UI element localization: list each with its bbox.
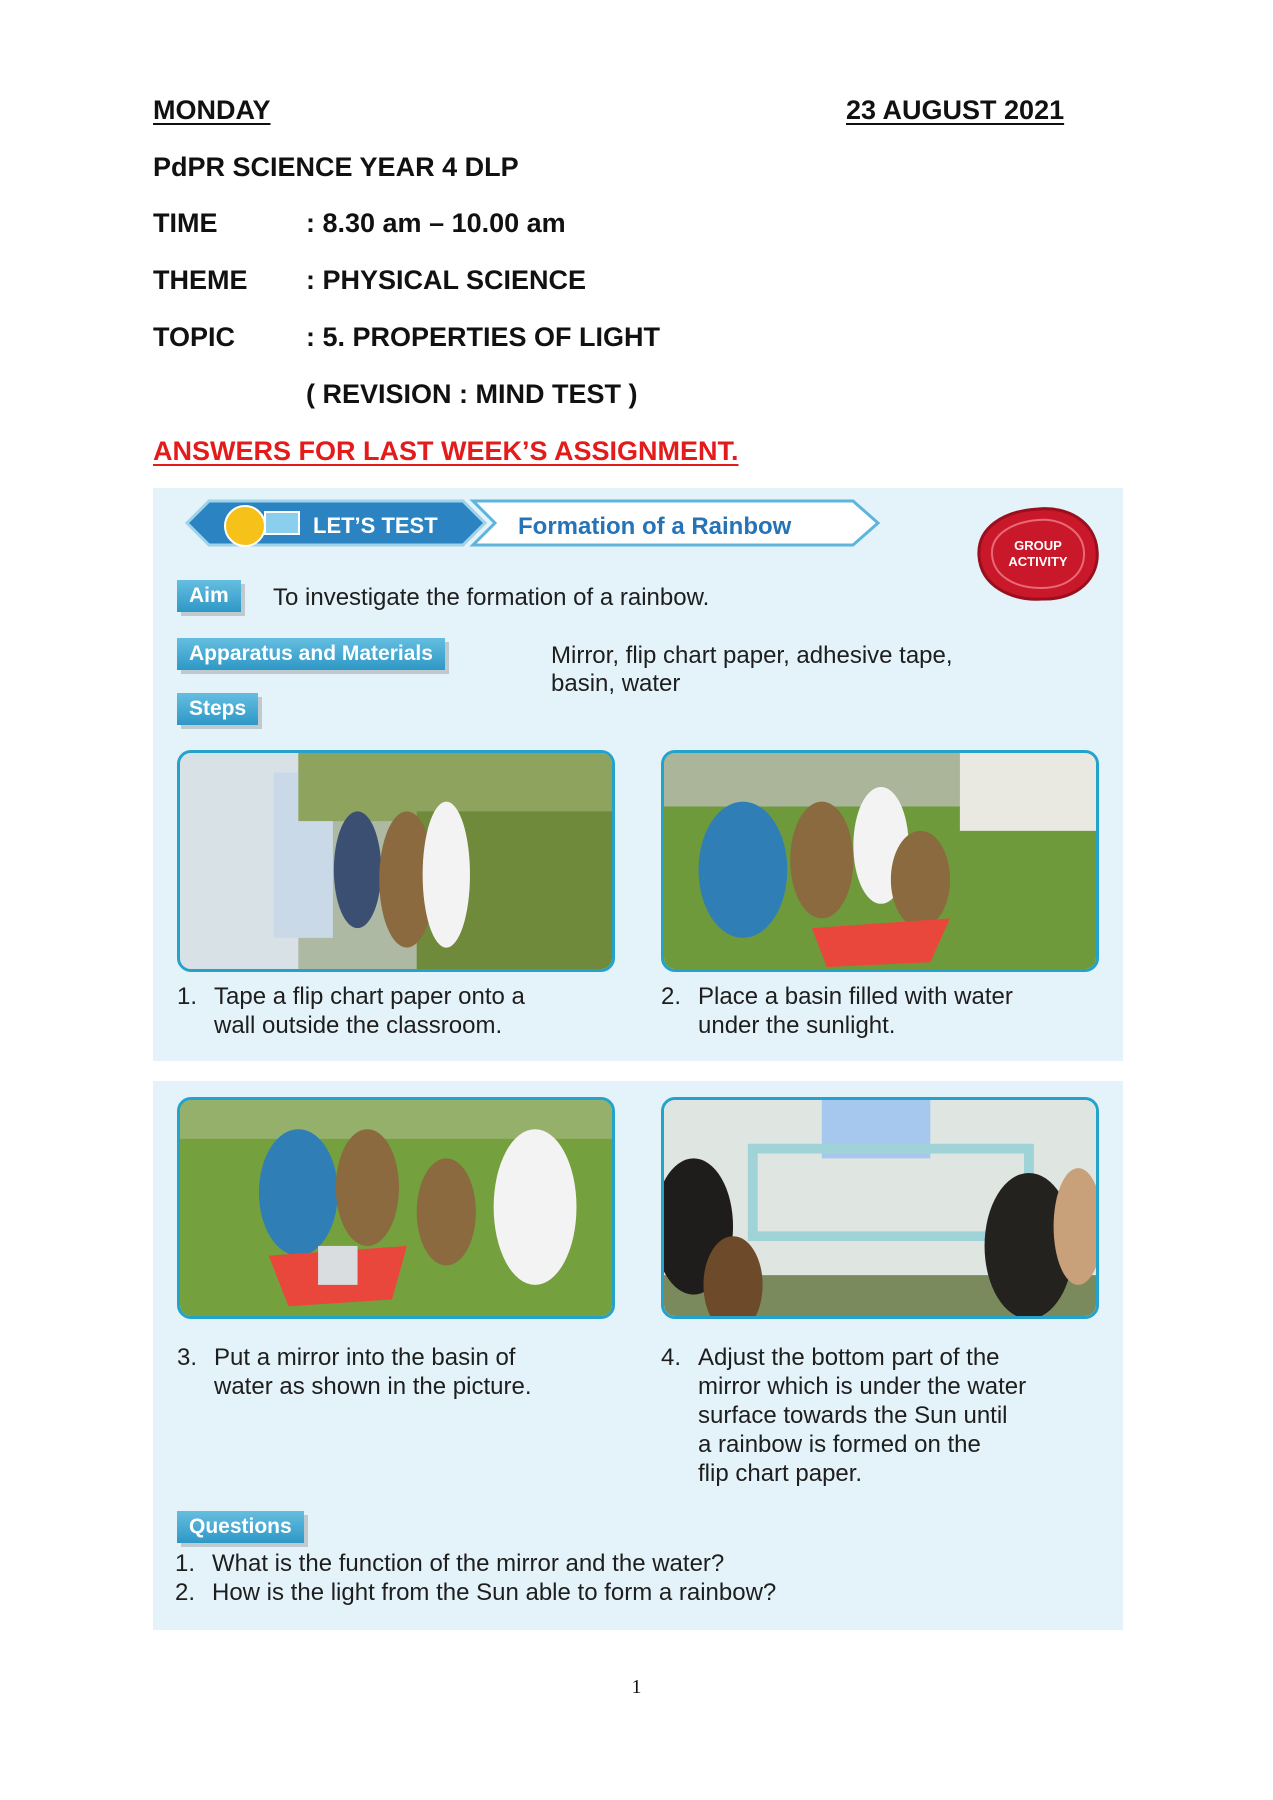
lets-test-badge: LET’S TEST [313,513,438,538]
time-value: : 8.30 am – 10.00 am [306,208,566,238]
day-label: MONDAY [153,95,271,125]
photo-step-2 [661,750,1099,972]
questions-list [175,1549,776,1607]
step-3: 3. Put a mirror into the basin of water as shown in the picture. [177,1344,532,1400]
apparatus-text-line1: Mirror, flip chart paper, adhesive tape, [551,642,953,669]
seal-line2: ACTIVITY [1008,554,1068,569]
activity-title: Formation of a Rainbow [518,513,792,540]
step-1: 1. Tape a flip chart paper onto a wall outside the classroom. [177,983,525,1039]
activity-banner [173,498,1023,548]
seal-line1: GROUP [1014,538,1062,553]
photo-step-1 [177,750,615,972]
topic-subtitle: ( REVISION : MIND TEST ) [306,379,638,409]
apparatus-text-line2: basin, water [551,670,681,697]
photo-step-4 [661,1097,1099,1319]
question-1: 1. What is the function of the mirror and the water? [175,1550,725,1577]
apparatus-tag: Apparatus and Materials [177,638,445,670]
theme-label: THEME [153,265,248,295]
subject-title: PdPR SCIENCE YEAR 4 DLP [153,152,519,182]
activity-panel-bottom [153,1081,1123,1630]
questions-tag: Questions [177,1511,304,1543]
aim-text: To investigate the formation of a rainbow. [273,584,710,611]
page-number: 1 [631,1676,642,1698]
time-label: TIME [153,208,218,238]
step-4: 4. Adjust the bottom part of the mirror which is under the water surface towards the Sun until a rainbow is formed on the flip chart paper. [661,1344,1027,1487]
answers-heading: ANSWERS FOR LAST WEEK’S ASSIGNMENT. [153,436,739,466]
question-2: 2. How is the light from the Sun able to form a rainbow? [175,1579,777,1606]
steps-tag: Steps [177,693,258,725]
step-2: 2. Place a basin filled with water under the sunlight. [661,983,1013,1039]
date-label: 23 AUGUST 2021 [846,95,1065,125]
group-activity-seal [973,504,1103,604]
aim-tag: Aim [177,580,241,612]
topic-label: TOPIC [153,322,236,352]
activity-panel-top [153,488,1123,1061]
topic-value: : 5. PROPERTIES OF LIGHT [306,322,661,352]
theme-value: : PHYSICAL SCIENCE [306,265,587,295]
photo-step-3 [177,1097,615,1319]
